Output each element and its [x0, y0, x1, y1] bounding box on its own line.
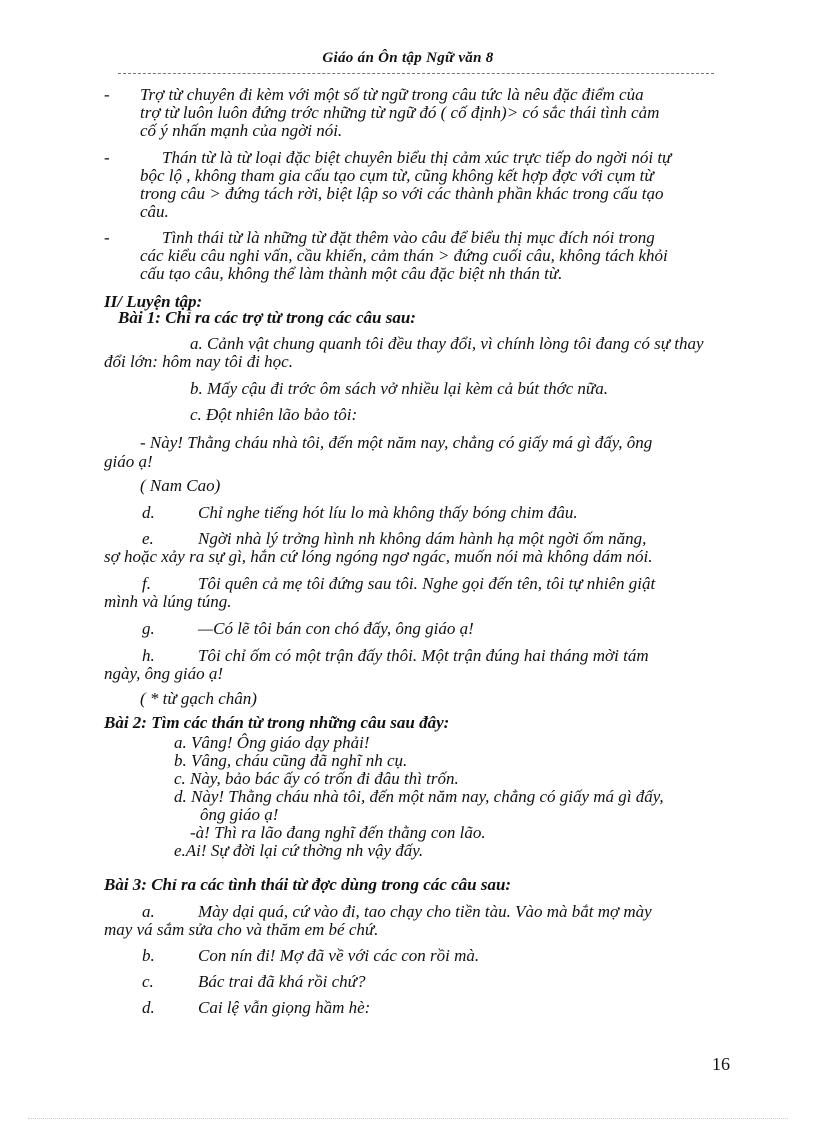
section-heading: II/ Luyện tập: [104, 292, 203, 311]
exercise-line: ( * từ gạch chân) [140, 689, 257, 708]
footer-dotted-rule [28, 1118, 788, 1119]
bullet-dash: - [104, 85, 110, 104]
exercise-line: b. Mấy cậu đi trớc ôm sách vở nhiều lại kèm cả bút thớc nữa. [190, 379, 608, 398]
theory-line: cố ý nhấn mạnh của ngời nói. [140, 121, 343, 140]
bullet-dash: - [104, 228, 110, 247]
exercise-line: giáo ạ! [104, 452, 153, 471]
theory-line: Trợ từ chuyên đi kèm với một số từ ngữ trong câu tức là nêu đặc điểm của [140, 85, 644, 104]
exercise-3-heading: Bài 3: Chỉ ra các tình thái từ đợc dùng trong các câu sau: [104, 875, 512, 894]
exercise-line: e.Ai! Sự đời lại cứ thờng nh vậy đấy. [174, 841, 424, 860]
item-letter: c. [142, 972, 154, 991]
theory-line: trợ từ luôn luôn đứng trớc những từ ngữ đó ( cố định)> có sắc thái tình cảm [140, 103, 660, 122]
theory-line: trong câu > đứng tách rời, biệt lập so với các thành phần khác trong cấu tạo [140, 184, 664, 203]
page-number: 16 [712, 1054, 730, 1074]
exercise-2-heading: Bài 2: Tìm các thán từ trong những câu sau đây: [104, 713, 450, 732]
exercise-line: Mày dại quá, cứ vào đi, tao chạy cho tiền tàu. Vào mà bắt mợ mày [198, 902, 652, 921]
exercise-line: Bác trai đã khá rồi chứ? [198, 972, 366, 991]
exercise-line: -à! Thì ra lão đang nghĩ đến thằng con lão. [190, 823, 486, 842]
item-letter: e. [142, 529, 154, 548]
theory-line: Thán từ là từ loại đặc biệt chuyên biểu thị cảm xúc trực tiếp do ngời nói tự [162, 148, 672, 167]
exercise-line: ngày, ông giáo ạ! [104, 664, 223, 683]
exercise-line: b. Vâng, cháu cũng đã nghĩ nh cụ. [174, 751, 408, 770]
exercise-line: Tôi chỉ ốm có một trận đấy thôi. Một trận đúng hai tháng mời tám [198, 646, 649, 665]
item-letter: d. [142, 998, 155, 1017]
exercise-line: a. Cảnh vật chung quanh tôi đều thay đổi, vì chính lòng tôi đang có sự thay [190, 334, 704, 353]
exercise-line: đổi lớn: hôm nay tôi đi học. [104, 352, 293, 371]
item-letter: d. [142, 503, 155, 522]
item-letter: h. [142, 646, 155, 665]
page-header: Giáo án Ôn tập Ngữ văn 8 [322, 50, 494, 66]
exercise-line: Con nín đi! Mợ đã về với các con rồi mà. [198, 946, 480, 965]
item-letter: a. [142, 902, 155, 921]
exercise-line: Cai lệ vẫn giọng hầm hè: [198, 998, 371, 1017]
exercise-line: c. Này, bảo bác ấy có trốn đi đâu thì trốn. [174, 769, 459, 788]
exercise-line: may vá sắm sửa cho và thăm em bé chứ. [104, 920, 379, 939]
exercise-line: Chỉ nghe tiếng hót líu lo mà không thấy bóng chim đâu. [198, 503, 578, 522]
exercise-1-heading: Bài 1: Chỉ ra các trợ từ trong các câu sau: [118, 308, 416, 327]
item-letter: f. [142, 574, 151, 593]
exercise-line: d. Này! Thằng cháu nhà tôi, đến một năm nay, chẳng có giấy má gì đấy, [174, 787, 664, 806]
theory-line: Tình thái từ là những từ đặt thêm vào câu để biểu thị mục đích nói trong [162, 228, 655, 247]
exercise-line: a. Vâng! Ông giáo dạy phải! [174, 733, 370, 752]
exercise-line: ( Nam Cao) [140, 476, 221, 495]
header-rule [118, 73, 714, 74]
exercise-line: - Này! Thằng cháu nhà tôi, đến một năm nay, chẳng có giấy má gì đấy, ông [140, 433, 653, 452]
item-letter: b. [142, 946, 155, 965]
exercise-line: Ngời nhà lý trởng hình nh không dám hành hạ một ngời ốm năng, [198, 529, 647, 548]
theory-line: câu. [140, 202, 169, 221]
exercise-line: Tôi quên cả mẹ tôi đứng sau tôi. Nghe gọi đến tên, tôi tự nhiên giật [198, 574, 656, 593]
exercise-line: —Có lẽ tôi bán con chó đấy, ông giáo ạ! [198, 619, 474, 638]
item-letter: g. [142, 619, 155, 638]
exercise-line: sợ hoặc xảy ra sự gì, hắn cứ lóng ngóng ngơ ngác, muốn nói mà không dám nói. [104, 547, 653, 566]
exercise-line: mình và lúng túng. [104, 592, 232, 611]
theory-line: các kiểu câu nghi vấn, cầu khiến, cảm thán > đứng cuối câu, không tách khỏi [140, 246, 668, 265]
theory-line: bộc lộ , không tham gia cấu tạo cụm từ, cũng không kết hợp đợc với cụm từ [140, 166, 654, 185]
theory-line: cấu tạo câu, không thể làm thành một câu đặc biệt nh thán từ. [140, 264, 563, 283]
exercise-line: ông giáo ạ! [200, 805, 279, 824]
exercise-line: c. Đột nhiên lão bảo tôi: [190, 405, 358, 424]
bullet-dash: - [104, 148, 110, 167]
